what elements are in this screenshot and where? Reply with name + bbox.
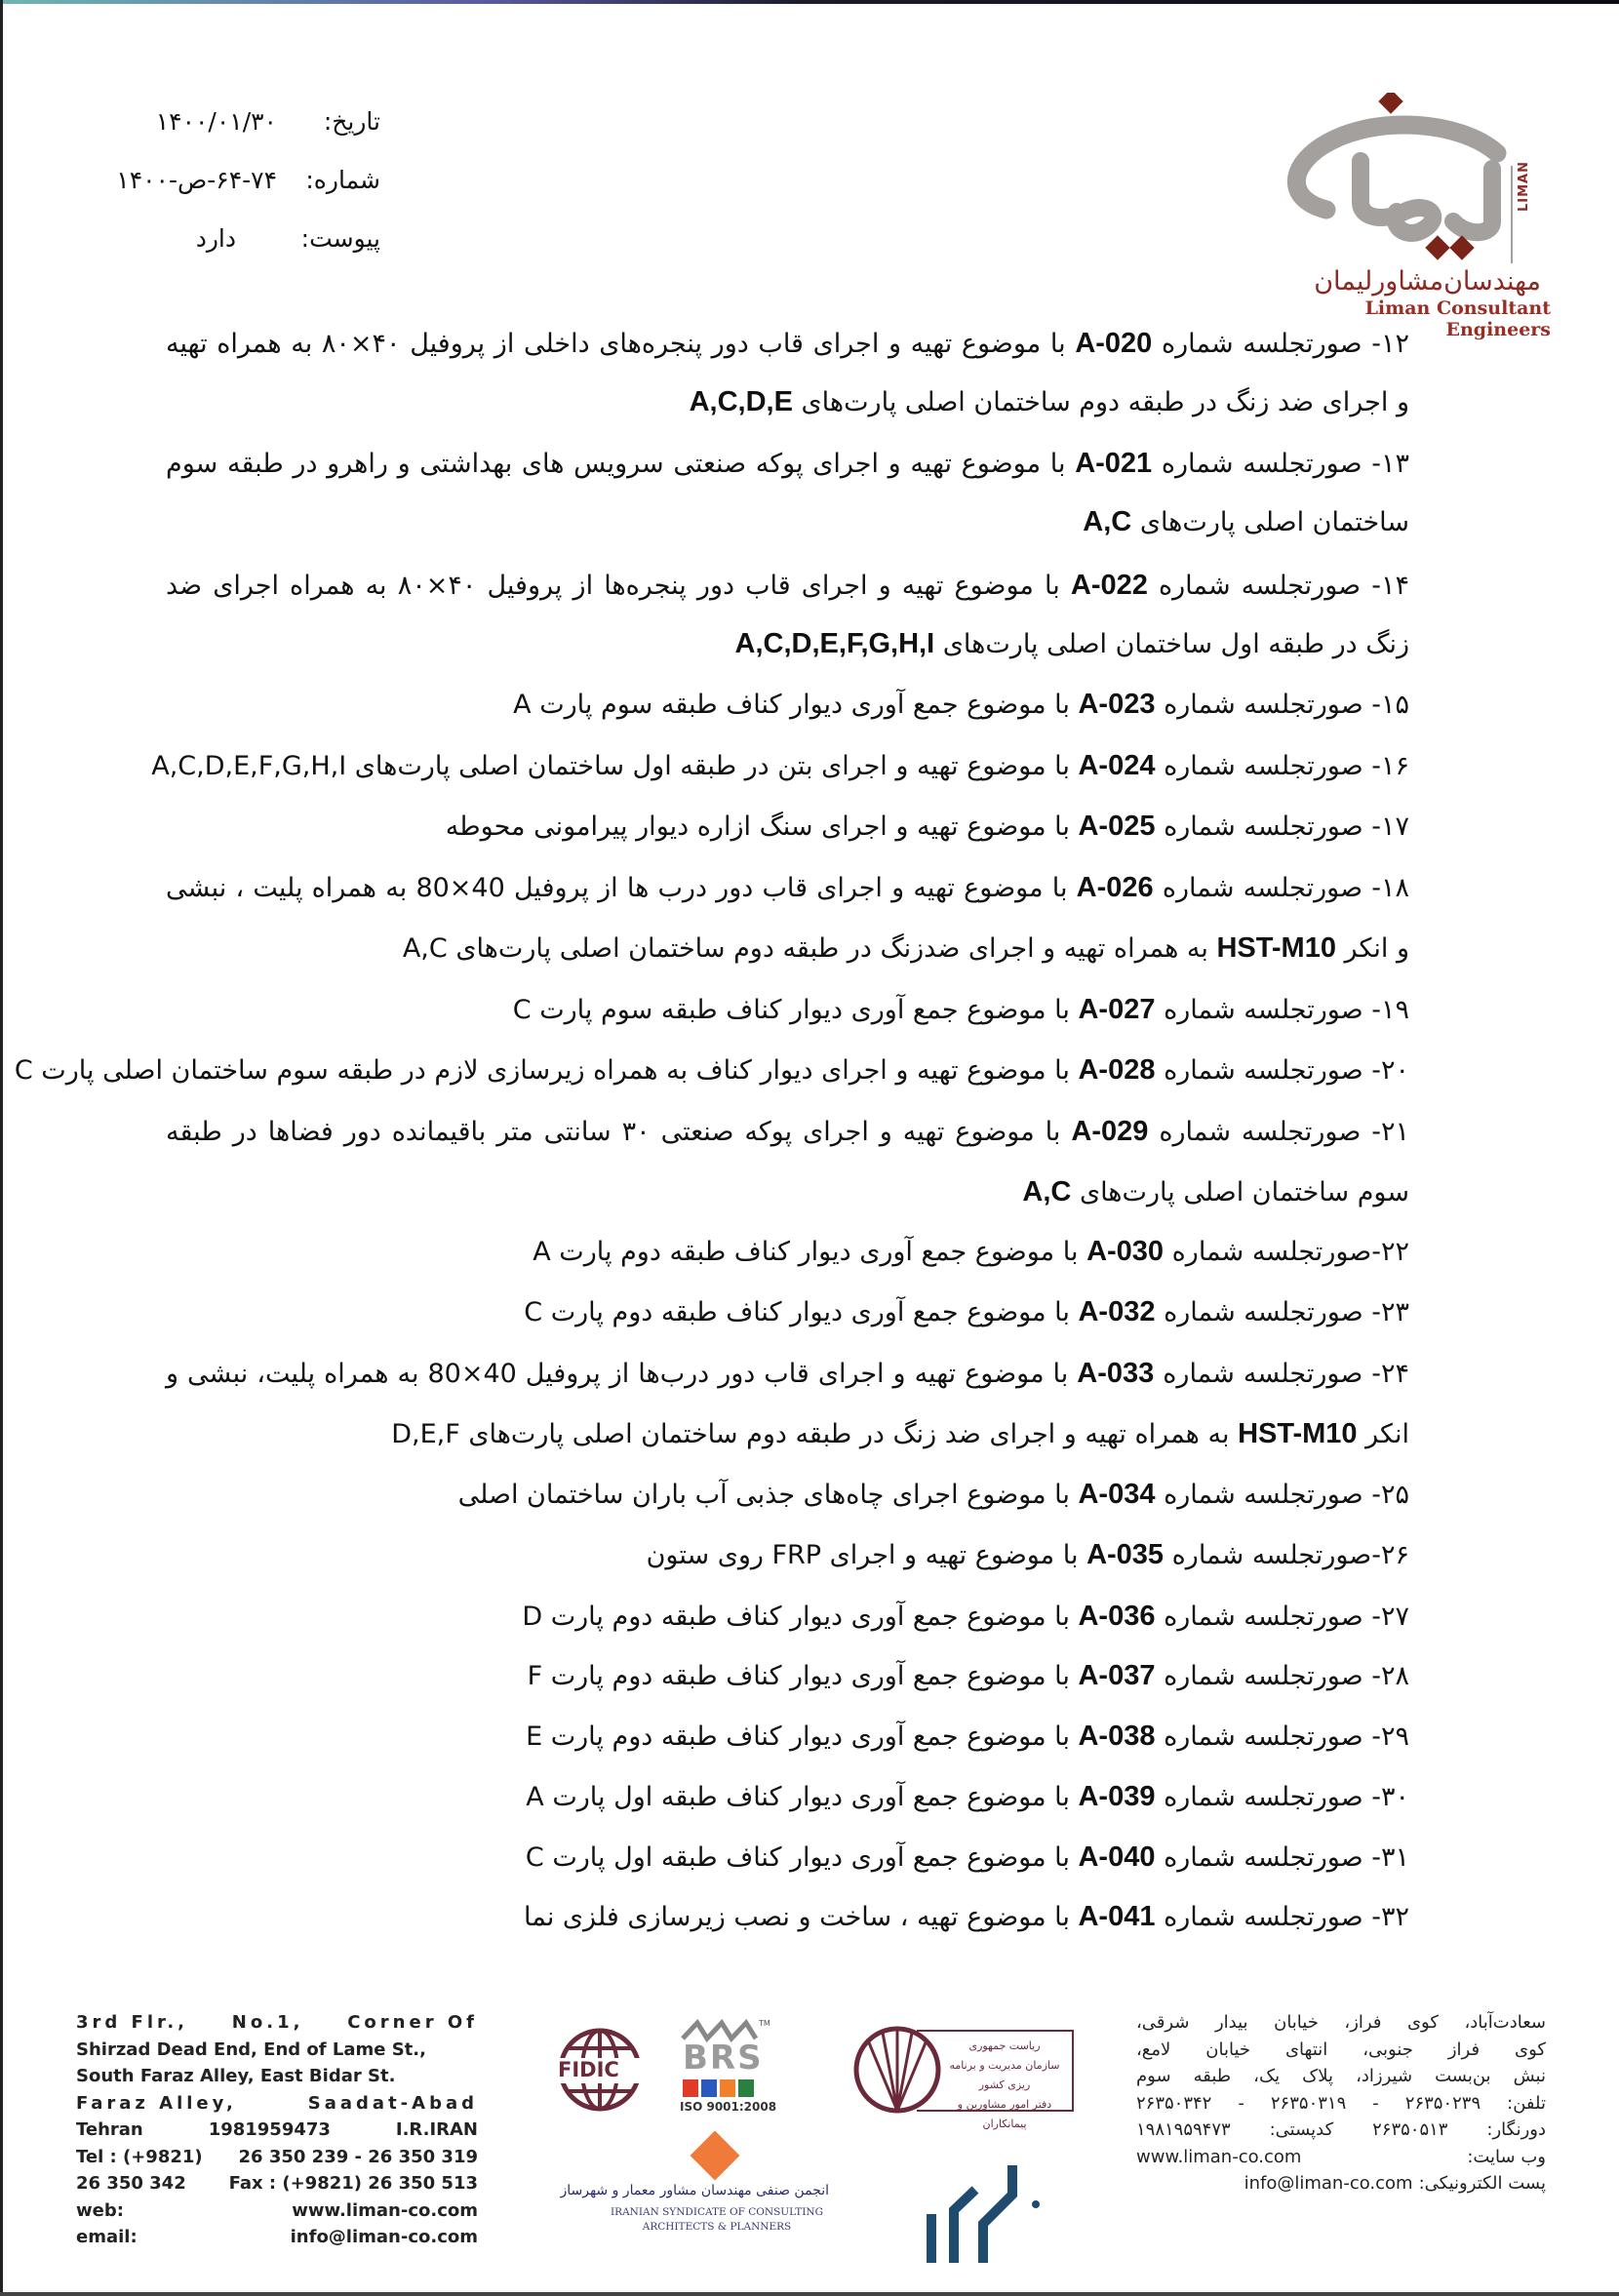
- item-code: A-036: [1078, 1601, 1156, 1632]
- address-en-part: Corner Of: [347, 2012, 478, 2033]
- address-en-line: [76, 2197, 478, 2225]
- brs-label: BRS: [683, 2039, 764, 2078]
- item-code: A-024: [1078, 750, 1156, 781]
- item-text: ۱۴- صورتجلسه شماره: [1147, 571, 1409, 601]
- address-en-part: 26 350 342: [76, 2173, 186, 2194]
- minutes-item: [151, 741, 1409, 790]
- item-text: سوم ساختمان اصلی پارت‌های: [1071, 1177, 1409, 1207]
- minutes-item: [166, 1227, 1409, 1276]
- email-link-fa[interactable]: info@liman-co.com: [1244, 2173, 1413, 2194]
- item-text: با موضوع تهیه و اجرای قاب دور درب‌ها از پروفیل 40×80 به همراه پلیت، نبشی و: [166, 1359, 1078, 1389]
- minutes-item-continuation: [166, 619, 1409, 668]
- scan-border-left: [0, 0, 3, 2296]
- item-code: A-033: [1077, 1358, 1155, 1389]
- item-code: A-022: [1070, 570, 1148, 601]
- gov-seal-text: [941, 2037, 1068, 2134]
- address-fa-line: کوی فراز جنوبی، انتهای خیابان لامع،: [1136, 2039, 1546, 2060]
- address-en-part: Faraz Alley,: [76, 2092, 237, 2114]
- address-en-line: [76, 2224, 478, 2251]
- item-text: با موضوع تهیه و اجرای FRP روی ستون: [646, 1540, 1087, 1570]
- date-label: تاریخ:: [323, 107, 380, 136]
- item-text: با موضوع جمع آوری دیوار کناف طبقه سوم پارت A: [513, 690, 1079, 720]
- number-value: ۶۴-۷۴-ص-۱۴۰۰: [116, 166, 277, 194]
- address-en-part: Tel : (+9821): [76, 2146, 203, 2167]
- fidic-label: FIDIC: [558, 2058, 619, 2081]
- minutes-item: [166, 1470, 1409, 1519]
- liman-logo: [1268, 93, 1560, 340]
- item-code: A-025: [1078, 811, 1156, 842]
- item-text: ۲۸- صورتجلسه شماره: [1155, 1661, 1409, 1691]
- minutes-item: [166, 1772, 1409, 1821]
- gov-line-3: دفتر امور مشاورین و پیمانکاران: [957, 2098, 1052, 2130]
- logo-name-fa: مهندسان‌مشاورلیمان: [1314, 266, 1541, 297]
- minutes-item: [166, 1651, 1409, 1700]
- item-code: A-034: [1078, 1479, 1156, 1510]
- syndicate-fa-label: انجمن صنفی مهندسان مشاور معمار و شهرساز: [560, 2183, 829, 2198]
- item-text: با موضوع تهیه و اجرای دیوار کناف به همراه زیرسازی لازم در طبقه سوم ساختمان اصلی پارت C: [14, 1055, 1079, 1086]
- item-text: با موضوع تهیه و اجرای بتن در طبقه اول ساختمان اصلی پارت‌های A,C,D,E,F,G,H,I: [151, 751, 1079, 781]
- item-text: ۱۲- صورتجلسه شماره: [1152, 329, 1410, 359]
- item-code: A-040: [1078, 1841, 1156, 1873]
- footer-address-fa: [1136, 2009, 1546, 2197]
- web-label-fa: وب سایت:: [1467, 2146, 1546, 2167]
- minutes-item: [166, 561, 1409, 610]
- item-code: A,C,D,E: [689, 386, 793, 417]
- item-text: با موضوع تهیه و اجرای قاب دور پنجره‌های داخلی از پروفیل ۴۰×۸۰ به همراه تهیه: [166, 329, 1076, 359]
- gov-line-2: سازمان مدیریت و برنامه ریزی کشور: [949, 2059, 1060, 2091]
- item-text: ۱۸- صورتجلسه شماره: [1153, 873, 1409, 903]
- address-en-part: No.1,: [231, 2012, 304, 2033]
- address-en-part: Saadat-Abad: [307, 2092, 478, 2114]
- item-text: با موضوع تهیه ، ساخت و نصب زیرسازی فلزی نما: [523, 1902, 1079, 1932]
- item-text: به همراه تهیه و اجرای ضدزنگ در طبقه دوم ساختمان اصلی پارت‌های A,C: [402, 933, 1217, 964]
- address-en-line: [76, 2117, 478, 2144]
- blue-mark-icon: [931, 2165, 1040, 2263]
- number-row: [39, 166, 380, 224]
- minutes-item: [166, 1349, 1409, 1398]
- item-code: A-027: [1078, 994, 1156, 1025]
- item-text: ۳۲- صورتجلسه شماره: [1155, 1902, 1409, 1932]
- syndicate-en-label-2: ARCHITECTS & PLANNERS: [642, 2221, 792, 2233]
- minutes-item-continuation: [166, 1409, 1409, 1458]
- address-fa-line: سعادت‌آباد، کوی فراز، خیابان بیدار شرقی،: [1136, 2012, 1546, 2033]
- item-text: ۳۰- صورتجلسه شماره: [1155, 1782, 1409, 1812]
- minutes-item-continuation: [166, 1168, 1409, 1216]
- item-text: ۲۱- صورتجلسه شماره: [1148, 1117, 1410, 1147]
- attachment-label: پیوست:: [300, 224, 380, 253]
- item-text: ۱۵- صورتجلسه شماره: [1155, 690, 1409, 720]
- item-code: A-041: [1078, 1901, 1156, 1932]
- web-link[interactable]: www.liman-co.com: [292, 2199, 478, 2221]
- item-code: A-032: [1078, 1296, 1156, 1327]
- date-value: ۱۴۰۰/۰۱/۳۰: [155, 107, 277, 136]
- item-code: A-020: [1075, 328, 1153, 359]
- item-text: با موضوع اجرای چاه‌های جذبی آب باران ساختمان اصلی: [457, 1480, 1079, 1510]
- brs-trademark: TM: [759, 2019, 770, 2028]
- email-label-fa: پست الکترونیکی:: [1418, 2173, 1546, 2194]
- item-text: ۳۱- صورتجلسه شماره: [1155, 1842, 1409, 1873]
- address-en-line: [76, 2144, 478, 2171]
- item-code: A-038: [1078, 1721, 1156, 1752]
- email-link[interactable]: info@liman-co.com: [290, 2227, 478, 2247]
- item-text: انکر: [1357, 1419, 1409, 1449]
- minutes-item: [166, 1892, 1409, 1941]
- address-en-part: Fax : (+9821) 26 350 513: [228, 2173, 478, 2194]
- minutes-item: [166, 680, 1409, 729]
- address-en-part: email:: [76, 2227, 138, 2247]
- scan-border-top: [0, 0, 1619, 4]
- fax-postal-fa-line: دورنگار: ۲۶۳۵۰۵۱۳ کدپستی: ۱۹۸۱۹۵۹۴۷۳: [1136, 2119, 1546, 2140]
- item-text: ۲۷- صورتجلسه شماره: [1155, 1602, 1409, 1632]
- item-code: A-030: [1086, 1236, 1165, 1267]
- minutes-item-continuation: [166, 497, 1409, 546]
- number-label: شماره:: [305, 166, 380, 194]
- item-text: با موضوع جمع آوری دیوار کناف طبقه دوم پارت A: [533, 1237, 1087, 1267]
- minutes-item: [14, 1046, 1409, 1094]
- logo-vertical-text: LIMAN: [1517, 161, 1531, 212]
- item-text: و انکر: [1335, 933, 1409, 964]
- address-en-part: I.R.IRAN: [395, 2119, 478, 2140]
- item-text: ۲۶-صورتجلسه شماره: [1164, 1540, 1409, 1570]
- address-en-line: [76, 2009, 478, 2037]
- item-text: به همراه تهیه و اجرای ضد زنگ در طبقه دوم ساختمان اصلی پارت‌های D,E,F: [391, 1419, 1239, 1449]
- item-text: و اجرای ضد زنگ در طبقه دوم ساختمان اصلی پارت‌های: [792, 387, 1409, 417]
- item-text: ۱۶- صورتجلسه شماره: [1155, 751, 1409, 781]
- item-code: A-037: [1078, 1660, 1156, 1691]
- minutes-item: [166, 1287, 1409, 1336]
- item-text: با موضوع جمع آوری دیوار کناف طبقه سوم پارت C: [512, 995, 1079, 1025]
- item-text: با موضوع جمع آوری دیوار کناف طبقه دوم پارت D: [522, 1602, 1079, 1632]
- minutes-item: [166, 439, 1409, 488]
- item-code: HST-M10: [1216, 932, 1336, 964]
- address-fa-line: نبش بن‌بست شیرزاد، پلاک یک، طبقه سوم: [1136, 2066, 1546, 2086]
- date-row: [39, 107, 380, 166]
- item-code: HST-M10: [1238, 1418, 1358, 1449]
- iso-label: ISO 9001:2008: [680, 2100, 777, 2114]
- address-en-line: [76, 2090, 478, 2118]
- item-code: A-021: [1075, 448, 1153, 479]
- item-text: ۱۷- صورتجلسه شماره: [1155, 812, 1409, 842]
- item-code: A,C: [1083, 506, 1132, 537]
- item-code: A-029: [1071, 1116, 1149, 1147]
- scan-border-bottom: [0, 2292, 1619, 2296]
- item-text: با موضوع جمع آوری دیوار کناف طبقه دوم پارت C: [524, 1297, 1079, 1327]
- minutes-item-continuation: [166, 377, 1409, 426]
- item-text: ساختمان اصلی پارت‌های: [1131, 507, 1409, 537]
- minutes-item: [166, 1107, 1409, 1156]
- item-code: A,C,D,E,F,G,H,I: [734, 628, 935, 659]
- footer-badges: [546, 2019, 1092, 2273]
- address-en-part: Shirzad Dead End, End of Lame St.,: [76, 2039, 426, 2060]
- minutes-item-continuation: [166, 924, 1409, 972]
- item-code: A-035: [1086, 1539, 1165, 1570]
- item-text: با موضوع تهیه و اجرای قاب دور پنجره‌ها از پروفیل ۴۰×۸۰ به همراه اجرای ضد: [166, 571, 1071, 601]
- phone-fa-line: تلفن: ۲۶۳۵۰۲۳۹ - ۲۶۳۵۰۳۱۹ - ۲۶۳۵۰۳۴۲: [1136, 2092, 1546, 2114]
- item-text: با موضوع جمع آوری دیوار کناف طبقه دوم پارت F: [527, 1661, 1079, 1691]
- address-en-part: 3rd Flr.,: [76, 2012, 189, 2033]
- item-text: ۲۳- صورتجلسه شماره: [1155, 1297, 1409, 1327]
- address-en-part: 1981959473: [208, 2119, 331, 2140]
- attachment-row: [39, 224, 380, 283]
- address-en-part: Tehran: [76, 2119, 143, 2140]
- item-text: با موضوع تهیه و اجرای قاب دور درب ها از پروفیل 40×80 به همراه پلیت ، نبشی: [166, 873, 1077, 903]
- item-text: ۲۰- صورتجلسه شماره: [1155, 1055, 1409, 1086]
- address-en-part: 26 350 239 - 26 350 319: [238, 2146, 478, 2167]
- minutes-item: [166, 1530, 1409, 1579]
- footer-address-en: [76, 2009, 478, 2251]
- syndicate-diamond-icon: [691, 2131, 740, 2181]
- item-text: با موضوع جمع آوری دیوار کناف طبقه اول پارت A: [526, 1782, 1079, 1812]
- minutes-item: [166, 1833, 1409, 1881]
- item-text: ۲۲-صورتجلسه شماره: [1164, 1237, 1409, 1267]
- item-code: A-026: [1076, 872, 1154, 903]
- item-code: A-023: [1078, 689, 1156, 720]
- address-en-line: [76, 2063, 478, 2090]
- minutes-item: [166, 1712, 1409, 1761]
- letter-meta: [39, 107, 380, 283]
- item-text: ۲۴- صورتجلسه شماره: [1154, 1359, 1409, 1389]
- address-en-part: South Faraz Alley, East Bidar St.: [76, 2066, 396, 2086]
- item-text: ۱۹- صورتجلسه شماره: [1155, 995, 1409, 1025]
- item-text: زنگ در طبقه اول ساختمان اصلی پارت‌های: [934, 629, 1409, 659]
- item-text: ۱۳- صورتجلسه شماره: [1152, 449, 1410, 479]
- gov-line-1: ریاست جمهوری: [968, 2039, 1041, 2052]
- minutes-item: [166, 1592, 1409, 1641]
- syndicate-en-label-1: IRANIAN SYNDICATE OF CONSULTING: [611, 2206, 823, 2218]
- item-text: با موضوع تهیه و اجرای پوکه صنعتی سرویس های بهداشتی و راهرو در طبقه سوم: [166, 449, 1076, 479]
- item-code: A-039: [1078, 1781, 1156, 1812]
- web-link-fa[interactable]: www.liman-co.com: [1136, 2146, 1302, 2167]
- item-code: A-028: [1078, 1054, 1156, 1086]
- web-fa-line: [1136, 2144, 1546, 2171]
- minutes-item: [166, 985, 1409, 1034]
- logo-name-en: Liman Consultant Engineers: [1364, 297, 1551, 340]
- item-text: ۲۹- صورتجلسه شماره: [1155, 1722, 1409, 1752]
- item-text: با موضوع جمع آوری دیوار کناف طبقه دوم پارت E: [526, 1722, 1079, 1752]
- minutes-item: [166, 802, 1409, 851]
- address-en-line: [76, 2037, 478, 2064]
- item-text: با موضوع تهیه و اجرای سنگ ازاره دیوار پیرامونی محوطه: [445, 812, 1079, 842]
- address-en-part: web:: [76, 2199, 124, 2221]
- item-code: A,C: [1022, 1176, 1072, 1207]
- attachment-value: دارد: [195, 224, 236, 253]
- email-fa-line: [1136, 2170, 1546, 2197]
- item-text: ۲۵- صورتجلسه شماره: [1155, 1480, 1409, 1510]
- address-en-line: [76, 2170, 478, 2197]
- item-text: با موضوع جمع آوری دیوار کناف طبقه اول پارت C: [525, 1842, 1079, 1873]
- minutes-item: [166, 863, 1409, 912]
- item-text: با موضوع تهیه و اجرای پوکه صنعتی ۳۰ سانتی متر باقیمانده دور فضاها در طبقه: [166, 1117, 1072, 1147]
- minutes-item: [166, 319, 1409, 368]
